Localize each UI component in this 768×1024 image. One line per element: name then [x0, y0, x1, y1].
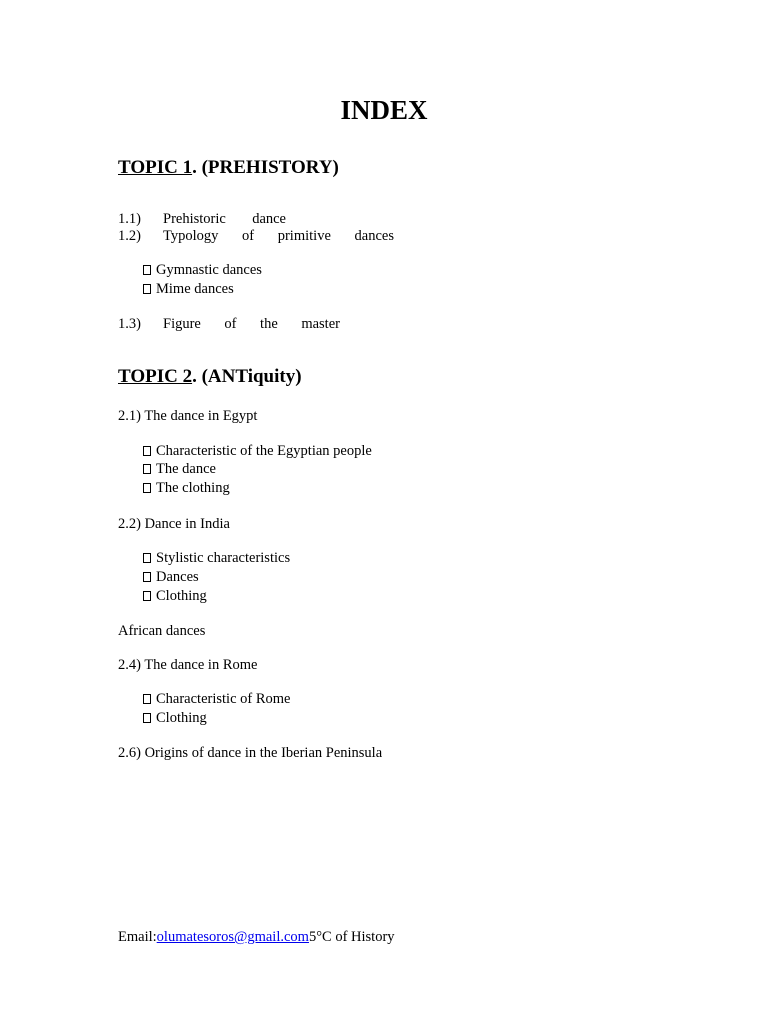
bullet-box-icon [143, 713, 151, 723]
word: of [224, 316, 237, 332]
item-1-1-text [163, 210, 286, 228]
topic-2-title: . (ANTiquity) [192, 366, 302, 387]
topic-2-label: TOPIC 2 [118, 366, 193, 387]
word: the [260, 316, 278, 332]
section-2-6: 2.6) Origins of dance in the Iberian Peninsula [118, 745, 383, 761]
item-1-2-number: 1.2) [118, 228, 141, 244]
bullet-box-icon [143, 483, 151, 493]
bullet-box-icon [143, 591, 151, 601]
page-title: INDEX [340, 95, 428, 125]
bullet-box-icon [143, 265, 151, 275]
topic-2-heading [118, 365, 302, 389]
list-item: Clothing [143, 587, 207, 605]
list-item: Characteristic of the Egyptian people [143, 442, 372, 460]
bullet-box-icon [143, 553, 151, 563]
email-link[interactable]: olumatesoros@gmail.com [156, 929, 309, 945]
list-item: Gymnastic dances [143, 261, 262, 279]
section-2-4: 2.4) The dance in Rome [118, 657, 258, 673]
item-1-3-number: 1.3) [118, 316, 141, 332]
section-african-dances: African dances [118, 623, 206, 639]
word: primitive [277, 228, 331, 244]
word: Figure [163, 316, 201, 332]
list-item: Mime dances [143, 280, 234, 298]
item-1-3-text [163, 315, 340, 333]
bullet-box-icon [143, 572, 151, 582]
list-item: Characteristic of Rome [143, 690, 290, 708]
word: dance [252, 211, 286, 227]
word: Prehistoric [163, 211, 226, 227]
topic-1-label: TOPIC 1 [118, 157, 193, 178]
item-1-1-number: 1.1) [118, 211, 141, 227]
footer [118, 928, 395, 946]
list-item: The clothing [143, 479, 230, 497]
word: master [301, 316, 340, 332]
list-item: The dance [143, 460, 216, 478]
item-1-2-text [163, 227, 394, 245]
bullet-box-icon [143, 284, 151, 294]
section-2-2: 2.2) Dance in India [118, 516, 230, 532]
list-item: Stylistic characteristics [143, 549, 290, 567]
email-prefix: Email: [118, 929, 157, 945]
footer-course: 5°C of History [308, 929, 395, 945]
word: Typology [163, 228, 219, 244]
bullet-box-icon [143, 694, 151, 704]
bullet-box-icon [143, 464, 151, 474]
section-2-1: 2.1) The dance in Egypt [118, 408, 258, 424]
topic-1-heading [118, 156, 339, 180]
topic-1-title: . (PREHISTORY) [192, 157, 339, 178]
bullet-box-icon [143, 446, 151, 456]
word: of [242, 228, 255, 244]
word: dances [354, 228, 394, 244]
list-item: Dances [143, 568, 199, 586]
list-item: Clothing [143, 709, 207, 727]
